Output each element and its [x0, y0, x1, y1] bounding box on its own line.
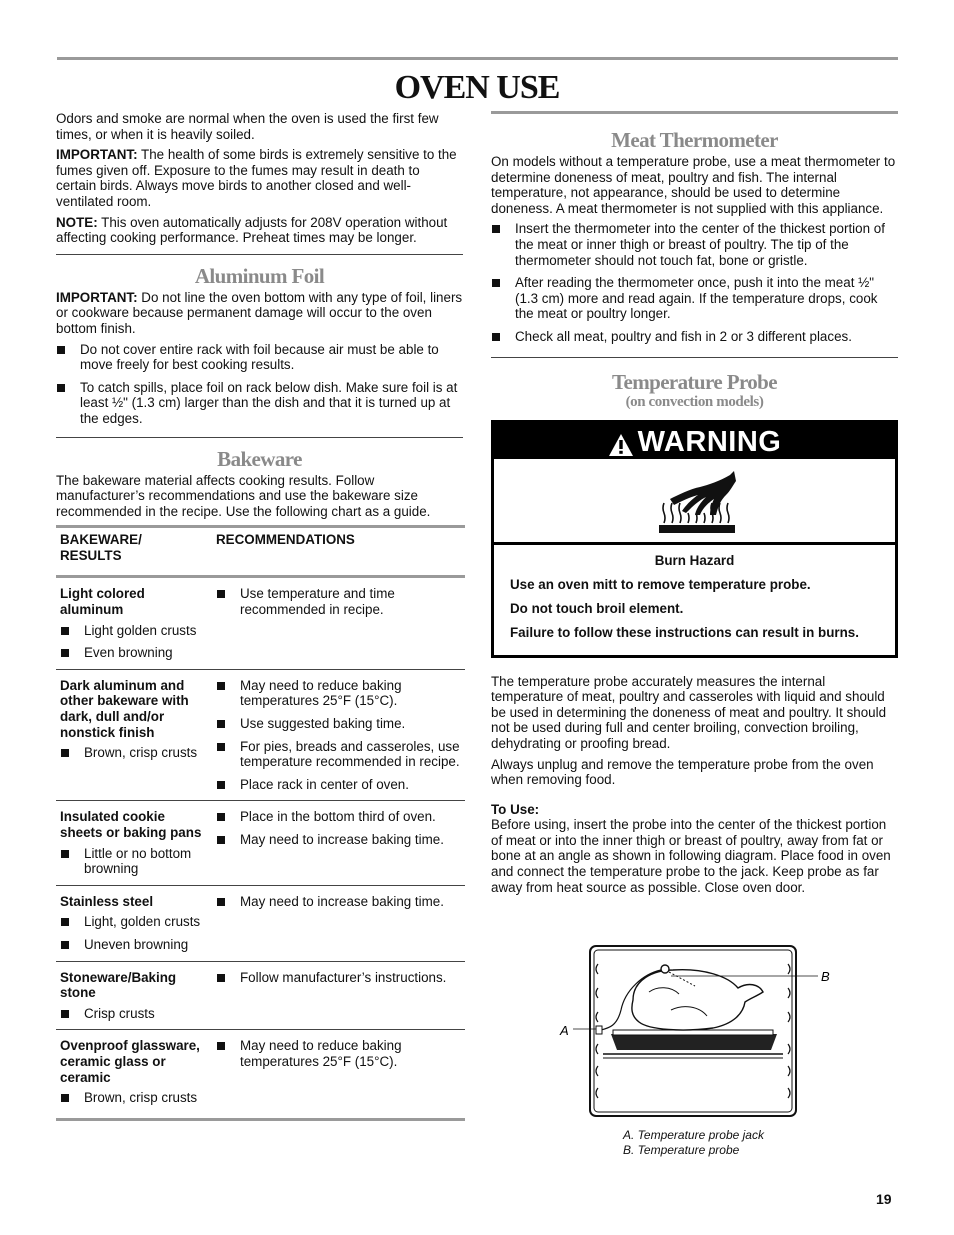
- warning-text: [494, 545, 895, 655]
- list-item: For pies, breads and casseroles, use temperature recommended in recipe.: [216, 739, 461, 770]
- caption-a: A. Temperature probe jack: [623, 1128, 764, 1142]
- list-item: May need to increase baking time.: [216, 894, 461, 910]
- intro-important: IMPORTANT: The health of some birds is extremely sensitive to the fumes given off. Exposure to the fumes may result in death to certain birds. Always move birds to another closed and well-ventilated room.: [56, 147, 457, 209]
- foil-bullets: [56, 342, 463, 427]
- page-number: 19: [876, 1191, 892, 1207]
- section-title-temperature-probe: Temperature Probe: [612, 369, 777, 394]
- bakeware-type: Light colored aluminum: [60, 586, 145, 618]
- intro-note: NOTE: This oven automatically adjusts for 208V operation without affecting cooking performance. Preheat times may be longer.: [56, 214, 448, 246]
- list-item: After reading the thermometer once, push it into the meat ½" (1.3 cm) more and read again. If the temperature drops, cook the meat or poultry longer.: [491, 275, 898, 322]
- section-title-meat-thermometer: Meat Thermometer: [611, 128, 778, 152]
- column-header-bakeware: BAKEWARE/ RESULTS: [56, 527, 212, 577]
- table-header-row: [56, 527, 465, 577]
- bakeware-type: Dark aluminum and other bakeware with dark, dull and/or nonstick finish: [60, 677, 189, 740]
- bakeware-type: Ovenproof glassware, ceramic glass or ceramic: [60, 1038, 200, 1085]
- section-subtitle: (on convection models): [625, 393, 764, 410]
- warning-box: [491, 420, 898, 658]
- left-column: [56, 111, 463, 1121]
- list-item: Crisp crusts: [60, 1006, 208, 1022]
- intro-odors: Odors and smoke are normal when the oven is used the first few times, or when it is heavily soiled.: [56, 111, 439, 142]
- page-title: OVEN USE: [394, 69, 560, 106]
- to-use-text: Before using, insert the probe into the center of the thickest portion of meat or into the inner thigh or breast of poultry, away from fat or bone at an angle as shown in following diagram. Place food in oven and connect the temperature probe to the jack. Keep probe as far away from heat source as possible. Close oven door.: [491, 817, 891, 895]
- divider: [491, 357, 898, 358]
- bakeware-type: Stainless steel: [60, 893, 154, 909]
- list-item: Uneven browning: [60, 937, 208, 953]
- top-rule: [57, 57, 898, 60]
- diagram-caption: [623, 1128, 764, 1158]
- list-item: May need to increase baking time.: [216, 832, 461, 848]
- warning-line: Failure to follow these instructions can result in burns.: [510, 624, 859, 640]
- section-title-bakeware: Bakeware: [217, 446, 302, 471]
- column-header-recommendations: RECOMMENDATIONS: [212, 527, 465, 577]
- list-item: Use temperature and time recommended in recipe.: [216, 586, 461, 617]
- divider: [56, 254, 463, 255]
- list-item: Even browning: [60, 645, 208, 661]
- list-item: Little or no bottom browning: [60, 846, 208, 877]
- to-use-heading: To Use:: [491, 801, 540, 817]
- table-row: [56, 961, 465, 1030]
- list-item: May need to reduce baking temperatures 25°F (15°C).: [216, 678, 461, 709]
- list-item: Use suggested baking time.: [216, 716, 461, 732]
- table-row: [56, 1030, 465, 1119]
- table-row: [56, 885, 465, 961]
- list-item: Place in the bottom third of oven.: [216, 809, 461, 825]
- table-row: [56, 669, 465, 801]
- warning-label: WARNING: [637, 425, 782, 458]
- section-title-aluminum-foil: Aluminum Foil: [194, 263, 325, 288]
- list-item: Light golden crusts: [60, 623, 208, 639]
- right-column: [491, 111, 898, 900]
- list-item: Brown, crisp crusts: [60, 1090, 208, 1106]
- table-row: [56, 801, 465, 885]
- list-item: Light, golden crusts: [60, 914, 208, 930]
- bakeware-type: Insulated cookie sheets or baking pans: [60, 809, 202, 840]
- table-row: [56, 577, 465, 669]
- list-item: Follow manufacturer’s instructions.: [216, 970, 461, 986]
- list-item: Place rack in center of oven.: [216, 777, 461, 793]
- probe-description: The temperature probe accurately measures the internal temperature of meat, poultry and casseroles with liquid and should be used in determining the doneness of meat and poultry. It should not be used during full and center broiling, convection broiling, dehydrating or proofing bread.: [491, 673, 887, 751]
- meat-thermometer-intro: On models without a temperature probe, use a meat thermometer to determine doneness of meat, poultry and fish. The internal temperature, not appearance, should be used to determine doneness. A meat thermometer is not supplied with this appliance.: [491, 154, 896, 216]
- oven-probe-diagram: [553, 940, 843, 1125]
- list-item: Check all meat, poultry and fish in 2 or 3 different places.: [491, 329, 898, 345]
- hazard-title: Burn Hazard: [654, 552, 735, 568]
- warning-line: Do not touch broil element.: [510, 600, 684, 616]
- list-item: Insert the thermometer into the center of the thickest portion of the meat or inner thigh or breast of poultry. The tip of the thermometer should not touch fat, bone or gristle.: [491, 221, 898, 268]
- bakeware-table: [56, 525, 465, 1120]
- burn-hazard-icon: [494, 459, 895, 545]
- diagram-label-a: A: [560, 1023, 569, 1038]
- warning-line: Use an oven mitt to remove temperature probe.: [510, 576, 811, 592]
- bakeware-type: Stoneware/Baking stone: [60, 969, 177, 1001]
- divider: [56, 437, 463, 438]
- diagram-label-b: B: [821, 969, 830, 984]
- probe-unplug: Always unplug and remove the temperature probe from the oven when removing food.: [491, 756, 874, 788]
- caption-b: B. Temperature probe: [623, 1143, 740, 1157]
- list-item: To catch spills, place foil on rack below dish. Make sure foil is at least ½" (1.3 cm) larger than the dish and that it is turned up at the edges.: [56, 380, 463, 427]
- meat-thermometer-bullets: [491, 221, 898, 344]
- bakeware-intro: The bakeware material affects cooking results. Follow manufacturer’s recommendations and use the bakeware size recommended in the recipe. Use the following chart as a guide.: [56, 472, 431, 519]
- list-item: Do not cover entire rack with foil because air must be able to move freely for best cooking results.: [56, 342, 463, 373]
- list-item: May need to reduce baking temperatures 25°F (15°C).: [216, 1038, 461, 1069]
- list-item: Brown, crisp crusts: [60, 745, 208, 761]
- foil-important: IMPORTANT: Do not line the oven bottom with any type of foil, liners or cookware because permanent damage will occur to the oven bottom finish.: [56, 289, 463, 336]
- warning-header: [494, 423, 895, 459]
- divider: [491, 111, 898, 114]
